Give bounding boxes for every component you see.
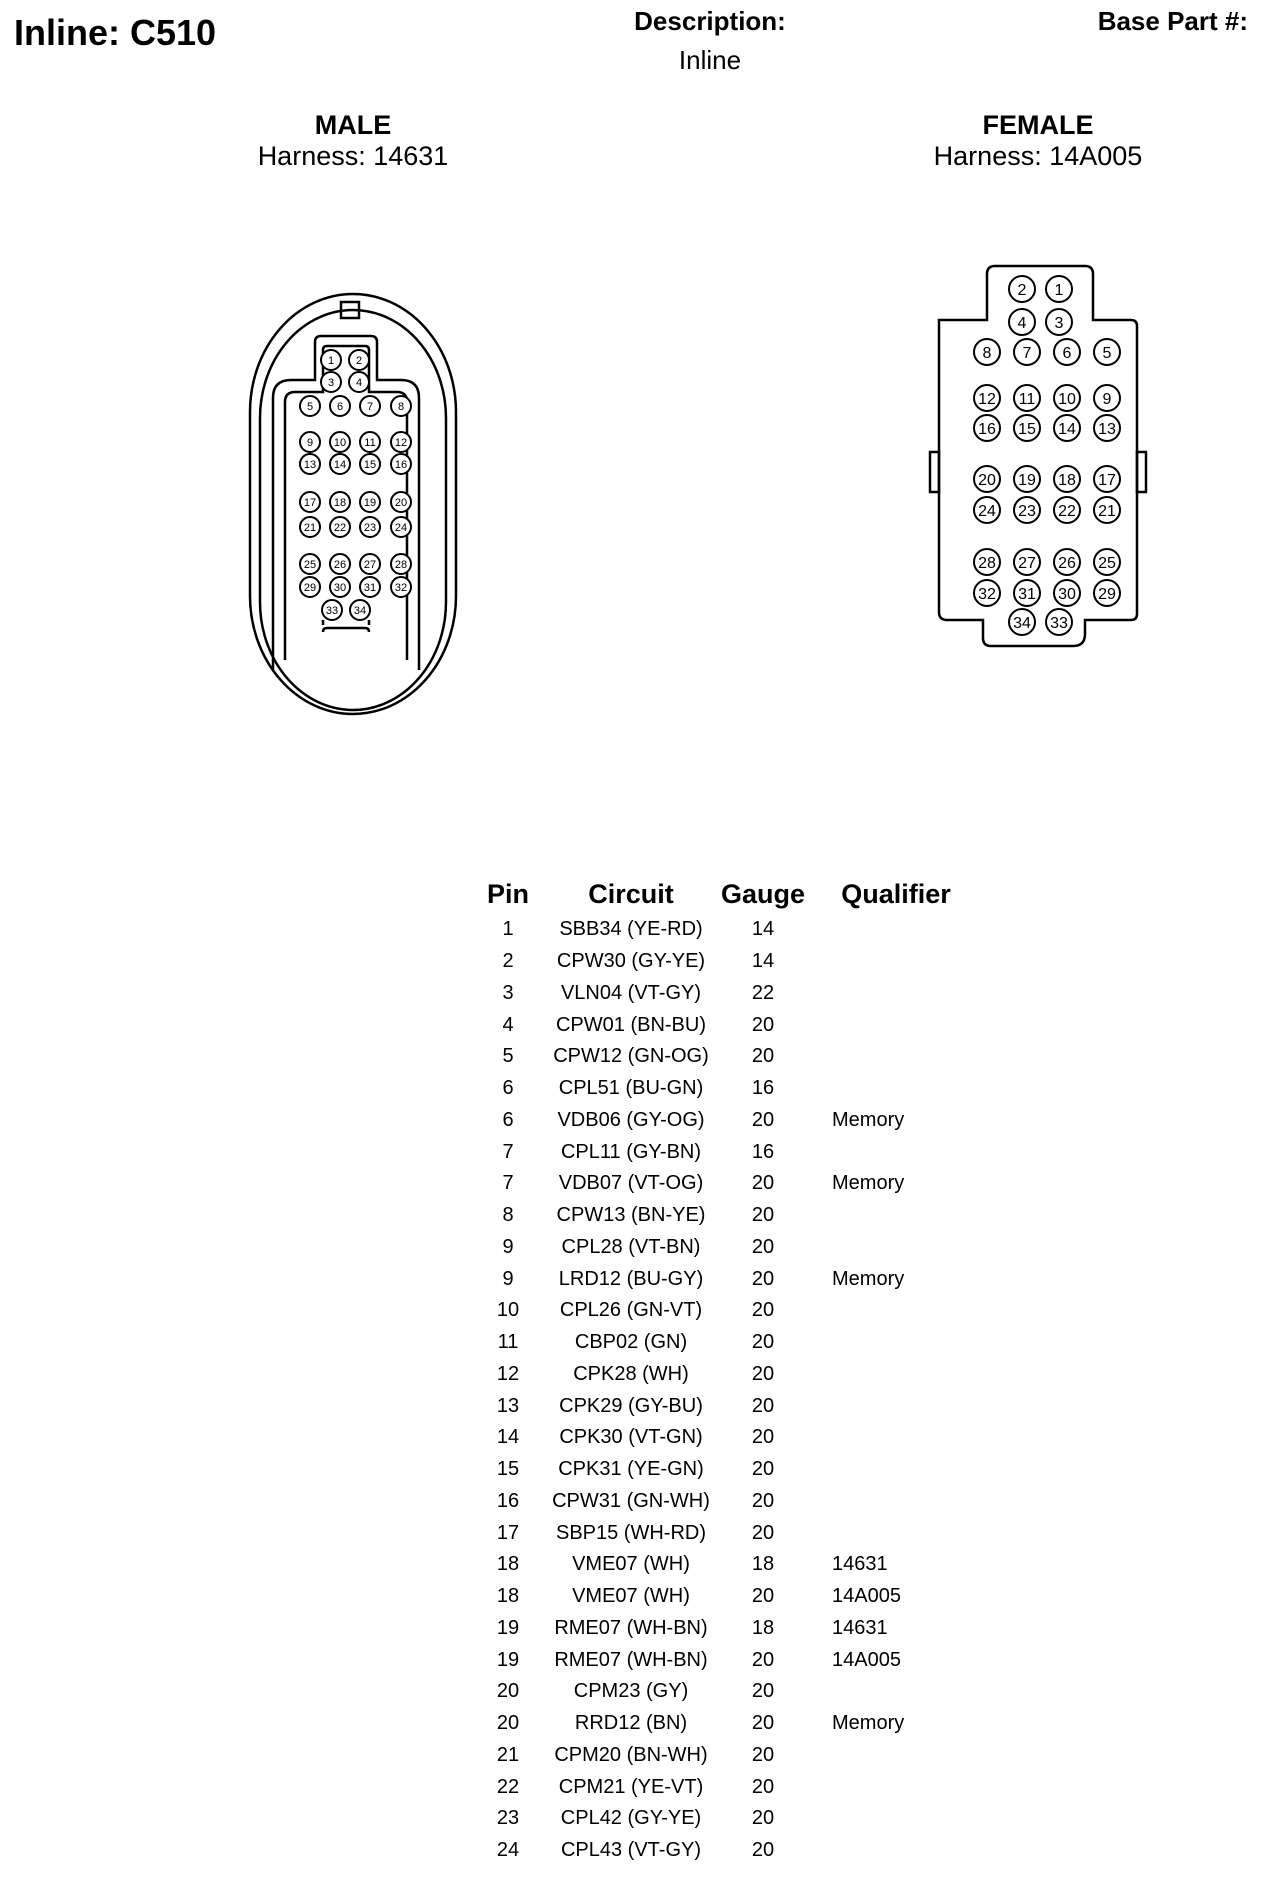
female-pin-label: 28 <box>978 554 996 572</box>
qualifier-cell <box>810 1327 982 1359</box>
description-block <box>610 6 810 76</box>
circuit-cell: VME07 (WH) <box>572 1553 690 1576</box>
qualifier-cell <box>810 1232 982 1264</box>
pin-cell: 8 <box>502 1204 514 1227</box>
male-pin-label: 8 <box>397 400 405 413</box>
gauge-cell: 20 <box>751 1712 775 1735</box>
gauge-cell: 20 <box>751 1426 775 1449</box>
pin-cell: 20 <box>496 1680 520 1703</box>
table-row <box>470 1486 982 1518</box>
gauge-cell: 20 <box>751 1489 775 1512</box>
circuit-cell: CPL11 (GY-BN) <box>560 1140 702 1163</box>
table-row <box>470 1740 982 1772</box>
female-pin-label: 34 <box>1013 614 1031 632</box>
pin-cell: 19 <box>496 1616 520 1639</box>
male-pin-label: 32 <box>394 581 408 594</box>
male-connector-diagram <box>240 290 470 720</box>
female-gender-label: FEMALE <box>982 110 1094 140</box>
female-pin-label: 6 <box>1062 344 1072 362</box>
gauge-cell: 20 <box>751 1458 775 1481</box>
gauge-cell: 16 <box>751 1140 775 1163</box>
circuit-cell: RME07 (WH-BN) <box>554 1648 708 1671</box>
qualifier-cell: 14631 <box>832 1553 888 1576</box>
table-row <box>470 1771 982 1803</box>
table-row <box>470 1359 982 1391</box>
pin-cell: 4 <box>502 1013 514 1036</box>
male-pin-label: 17 <box>303 496 317 509</box>
table-row <box>470 1200 982 1232</box>
pin-table <box>470 874 982 1867</box>
table-row <box>470 1327 982 1359</box>
female-pin-label: 20 <box>978 471 996 489</box>
male-pin-label: 5 <box>306 400 314 413</box>
male-pin-label: 18 <box>333 496 347 509</box>
pin-cell: 9 <box>502 1267 514 1290</box>
description-label: Description: <box>634 6 786 36</box>
gauge-cell: 14 <box>751 918 775 941</box>
female-pin-label: 25 <box>1098 554 1116 572</box>
pin-cell: 1 <box>502 918 514 941</box>
male-pin-label: 22 <box>333 521 347 534</box>
female-pin-label: 11 <box>1018 390 1036 408</box>
gauge-cell: 20 <box>751 1045 775 1068</box>
pin-cell: 3 <box>502 981 514 1004</box>
circuit-cell: LRD12 (BU-GY) <box>558 1267 704 1290</box>
gauge-cell: 18 <box>751 1553 775 1576</box>
table-row <box>470 1613 982 1645</box>
female-pin-label: 18 <box>1058 471 1076 489</box>
pin-cell: 9 <box>502 1235 514 1258</box>
qualifier-cell: 14631 <box>832 1616 888 1639</box>
female-pin-label: 29 <box>1098 585 1116 603</box>
male-pin-label: 21 <box>303 521 317 534</box>
qualifier-cell <box>810 1136 982 1168</box>
male-pin-label: 34 <box>353 604 367 617</box>
pin-cell: 7 <box>502 1140 514 1163</box>
table-row <box>470 1549 982 1581</box>
table-row <box>470 1263 982 1295</box>
table-row <box>470 1168 982 1200</box>
table-row <box>470 1073 982 1105</box>
gauge-cell: 20 <box>751 1807 775 1830</box>
qualifier-cell <box>810 1740 982 1772</box>
female-pin-label: 12 <box>978 390 996 408</box>
qualifier-cell: Memory <box>832 1108 905 1131</box>
male-pin-label: 31 <box>363 581 377 594</box>
table-row <box>470 978 982 1010</box>
female-pin-label: 3 <box>1054 314 1064 332</box>
circuit-cell: RRD12 (BN) <box>574 1712 688 1735</box>
pin-cell: 22 <box>496 1775 520 1798</box>
qualifier-cell <box>810 1200 982 1232</box>
table-row <box>470 1136 982 1168</box>
male-pin-label: 12 <box>394 436 408 449</box>
qualifier-column-header: Qualifier <box>841 878 951 909</box>
female-pin-label: 14 <box>1058 420 1076 438</box>
pin-cell: 12 <box>496 1362 520 1385</box>
circuit-cell: CPW01 (BN-BU) <box>555 1013 706 1036</box>
circuit-cell: VDB06 (GY-OG) <box>557 1108 705 1131</box>
circuit-cell: CPK31 (YE-GN) <box>558 1458 704 1481</box>
gauge-cell: 20 <box>751 1204 775 1227</box>
pin-cell: 6 <box>502 1108 514 1131</box>
gauge-cell: 20 <box>751 1521 775 1544</box>
qualifier-cell <box>810 1517 982 1549</box>
base-part-label: Base Part #: <box>1097 6 1248 36</box>
connector-title: Inline: C510 <box>14 12 217 53</box>
male-pin-label: 27 <box>363 558 377 571</box>
table-row <box>470 1835 982 1867</box>
circuit-cell: CPM23 (GY) <box>573 1680 689 1703</box>
circuit-cell: CPK28 (WH) <box>573 1362 689 1385</box>
pin-cell: 19 <box>496 1648 520 1671</box>
circuit-cell: CPL26 (GN-VT) <box>559 1299 703 1322</box>
male-pin-label: 9 <box>306 436 314 449</box>
female-pin-label: 10 <box>1058 390 1076 408</box>
male-pin-label: 23 <box>363 521 377 534</box>
qualifier-cell: Memory <box>832 1267 905 1290</box>
pin-cell: 18 <box>496 1585 520 1608</box>
pin-cell: 21 <box>496 1743 520 1766</box>
description-value: Inline <box>678 45 742 75</box>
pin-cell: 24 <box>496 1839 520 1862</box>
male-pin-label: 6 <box>336 400 344 413</box>
male-pin-label: 11 <box>364 436 376 449</box>
gauge-cell: 18 <box>751 1616 775 1639</box>
gauge-cell: 20 <box>751 1108 775 1131</box>
female-pin-label: 16 <box>978 420 996 438</box>
qualifier-cell: Memory <box>832 1712 905 1735</box>
circuit-cell: CPL28 (VT-BN) <box>561 1235 701 1258</box>
female-pin-label: 7 <box>1022 344 1032 362</box>
circuit-cell: CPK30 (VT-GN) <box>559 1426 703 1449</box>
circuit-cell: CPK29 (GY-BU) <box>559 1394 703 1417</box>
table-row <box>470 1009 982 1041</box>
gauge-cell: 20 <box>751 1267 775 1290</box>
circuit-column-header: Circuit <box>588 878 674 909</box>
circuit-cell: RME07 (WH-BN) <box>554 1616 708 1639</box>
qualifier-cell <box>810 1041 982 1073</box>
qualifier-cell <box>810 946 982 978</box>
circuit-cell: CPM21 (YE-VT) <box>558 1775 704 1798</box>
female-pin-label: 2 <box>1017 281 1027 299</box>
male-pin-label: 2 <box>355 354 363 367</box>
male-gender-label: MALE <box>314 110 392 140</box>
table-row <box>470 1581 982 1613</box>
female-connector-diagram <box>925 262 1150 652</box>
male-pin-label: 1 <box>327 354 335 367</box>
female-pin-label: 17 <box>1098 471 1116 489</box>
pin-cell: 2 <box>502 950 514 973</box>
female-pin-label: 22 <box>1058 502 1076 520</box>
female-pin-label: 8 <box>982 344 992 362</box>
female-harness-label: Harness: 14A005 <box>933 141 1143 171</box>
pin-cell: 15 <box>496 1458 520 1481</box>
gauge-cell: 20 <box>751 1299 775 1322</box>
qualifier-cell <box>810 1009 982 1041</box>
male-pin-label: 14 <box>333 458 347 471</box>
male-pin-label: 19 <box>363 496 377 509</box>
female-pin-label: 24 <box>978 502 996 520</box>
female-pin-label: 9 <box>1102 390 1112 408</box>
pin-cell: 6 <box>502 1077 514 1100</box>
female-pin-label: 1 <box>1054 281 1064 299</box>
female-pin-label: 19 <box>1018 471 1036 489</box>
qualifier-cell <box>810 978 982 1010</box>
female-header <box>868 110 1208 172</box>
pin-cell: 16 <box>496 1489 520 1512</box>
table-row <box>470 1422 982 1454</box>
table-row <box>470 1390 982 1422</box>
female-pin-label: 15 <box>1018 420 1036 438</box>
female-pin-label: 13 <box>1098 420 1116 438</box>
table-row <box>470 1803 982 1835</box>
female-pin-label: 31 <box>1018 585 1036 603</box>
qualifier-cell <box>810 1454 982 1486</box>
qualifier-cell <box>810 1486 982 1518</box>
female-pin-label: 4 <box>1017 314 1027 332</box>
male-pin-label: 20 <box>394 496 408 509</box>
gauge-cell: 20 <box>751 1235 775 1258</box>
gauge-cell: 20 <box>751 1680 775 1703</box>
circuit-cell: VME07 (WH) <box>572 1585 690 1608</box>
qualifier-cell <box>810 1835 982 1867</box>
gauge-column-header: Gauge <box>720 878 806 909</box>
circuit-cell: CPM20 (BN-WH) <box>554 1743 708 1766</box>
qualifier-cell <box>810 1422 982 1454</box>
circuit-cell: CPW31 (GN-WH) <box>552 1489 710 1512</box>
male-pin-label: 3 <box>327 376 335 389</box>
gauge-cell: 20 <box>751 1839 775 1862</box>
table-row <box>470 1105 982 1137</box>
female-pin-label: 32 <box>978 585 996 603</box>
table-row <box>470 1708 982 1740</box>
table-row <box>470 1644 982 1676</box>
male-pin-label: 30 <box>333 581 347 594</box>
female-pin-label: 27 <box>1018 554 1036 572</box>
male-pin-label: 25 <box>303 558 317 571</box>
qualifier-cell <box>810 1073 982 1105</box>
gauge-cell: 22 <box>751 981 775 1004</box>
male-header <box>183 110 523 172</box>
circuit-cell: CPW30 (GY-YE) <box>556 950 706 973</box>
qualifier-cell <box>810 1771 982 1803</box>
pin-cell: 17 <box>496 1521 520 1544</box>
qualifier-cell <box>810 1390 982 1422</box>
pin-table-header <box>470 874 982 914</box>
pin-cell: 14 <box>496 1426 520 1449</box>
pin-column-header: Pin <box>486 878 529 909</box>
pin-cell: 13 <box>496 1394 520 1417</box>
female-pin-label: 23 <box>1018 502 1036 520</box>
pin-cell: 7 <box>502 1172 514 1195</box>
table-row <box>470 914 982 946</box>
circuit-cell: CPW13 (BN-YE) <box>556 1204 706 1227</box>
qualifier-cell <box>810 1803 982 1835</box>
female-pin-label: 33 <box>1050 614 1068 632</box>
male-pin-label: 16 <box>394 458 408 471</box>
male-harness-label: Harness: 14631 <box>257 141 449 171</box>
qualifier-cell: 14A005 <box>832 1648 901 1671</box>
circuit-cell: VLN04 (VT-GY) <box>560 981 702 1004</box>
circuit-cell: CPL51 (BU-GN) <box>558 1077 704 1100</box>
gauge-cell: 20 <box>751 1394 775 1417</box>
qualifier-cell: Memory <box>832 1172 905 1195</box>
circuit-cell: SBB34 (YE-RD) <box>559 918 703 941</box>
gauge-cell: 20 <box>751 1775 775 1798</box>
qualifier-cell: 14A005 <box>832 1585 901 1608</box>
male-pin-label: 10 <box>333 436 347 449</box>
female-pin-label: 26 <box>1058 554 1076 572</box>
table-row <box>470 1454 982 1486</box>
female-pin-label: 21 <box>1098 502 1116 520</box>
male-pin-label: 33 <box>325 604 339 617</box>
circuit-cell: VDB07 (VT-OG) <box>558 1172 704 1195</box>
qualifier-cell <box>810 1676 982 1708</box>
gauge-cell: 20 <box>751 1743 775 1766</box>
pin-cell: 20 <box>496 1712 520 1735</box>
pin-cell: 11 <box>497 1331 519 1354</box>
male-pin-label: 15 <box>363 458 377 471</box>
male-pin-label: 26 <box>333 558 347 571</box>
gauge-cell: 20 <box>751 1362 775 1385</box>
table-row <box>470 1517 982 1549</box>
table-row <box>470 1041 982 1073</box>
pin-cell: 18 <box>496 1553 520 1576</box>
gauge-cell: 20 <box>751 1648 775 1671</box>
circuit-cell: CPL42 (GY-YE) <box>560 1807 702 1830</box>
male-pin-label: 4 <box>355 376 363 389</box>
female-pin-label: 5 <box>1102 344 1112 362</box>
table-row <box>470 1676 982 1708</box>
qualifier-cell <box>810 914 982 946</box>
female-pin-label: 30 <box>1058 585 1076 603</box>
circuit-cell: CPW12 (GN-OG) <box>553 1045 709 1068</box>
gauge-cell: 20 <box>751 1585 775 1608</box>
pin-cell: 10 <box>496 1299 520 1322</box>
pin-cell: 23 <box>496 1807 520 1830</box>
male-pin-label: 24 <box>394 521 408 534</box>
gauge-cell: 20 <box>751 1172 775 1195</box>
pin-cell: 5 <box>502 1045 514 1068</box>
circuit-cell: SBP15 (WH-RD) <box>555 1521 706 1544</box>
circuit-cell: CPL43 (VT-GY) <box>560 1839 702 1862</box>
qualifier-cell <box>810 1359 982 1391</box>
table-row <box>470 1232 982 1264</box>
gauge-cell: 20 <box>751 1331 775 1354</box>
gauge-cell: 20 <box>751 1013 775 1036</box>
gauge-cell: 16 <box>751 1077 775 1100</box>
male-pin-label: 29 <box>303 581 317 594</box>
circuit-cell: CBP02 (GN) <box>574 1331 688 1354</box>
male-pin-label: 28 <box>394 558 408 571</box>
male-pin-label: 7 <box>366 400 374 413</box>
table-row <box>470 1295 982 1327</box>
gauge-cell: 14 <box>751 950 775 973</box>
male-pin-label: 13 <box>303 458 317 471</box>
table-row <box>470 946 982 978</box>
qualifier-cell <box>810 1295 982 1327</box>
